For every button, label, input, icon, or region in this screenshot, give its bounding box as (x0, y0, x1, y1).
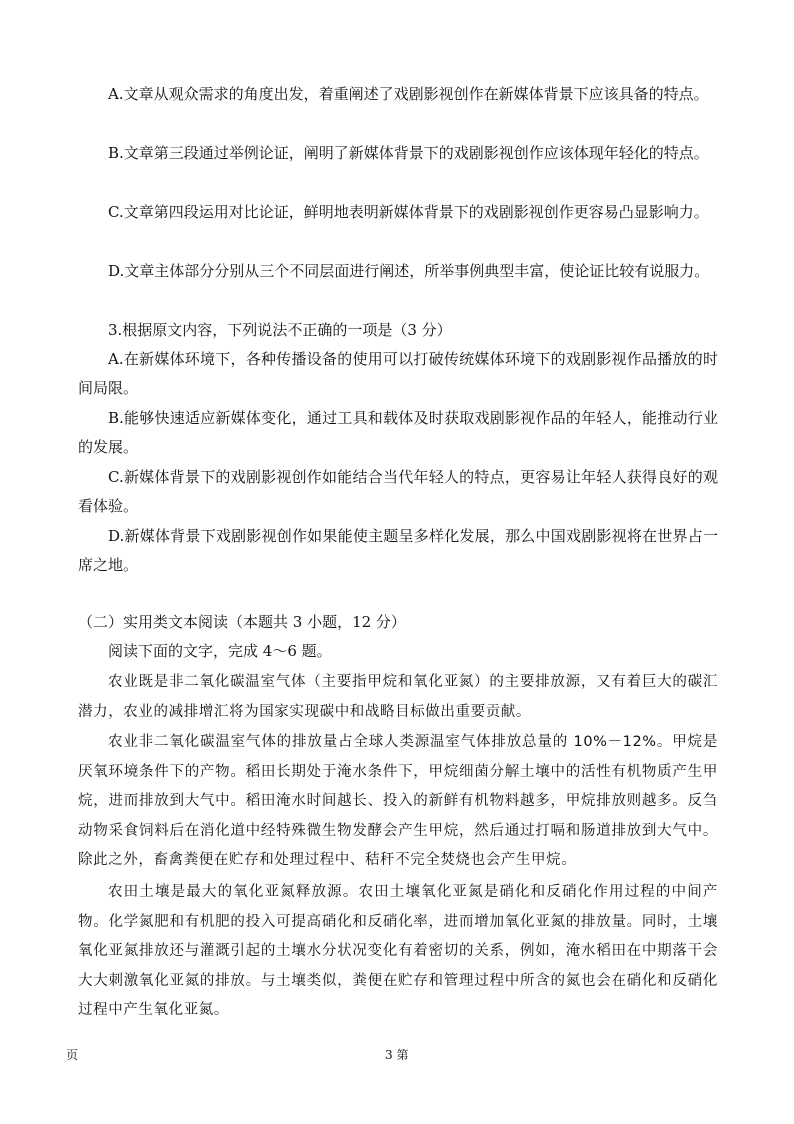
question-3-option-b: B.能够快速适应新媒体变化，通过工具和载体及时获取戏剧影视作品的年轻人，能推动行业的发展。 (78, 409, 718, 456)
question-3-stem: 3.根据原文内容，下列说法不正确的一项是（3 分） (108, 321, 452, 339)
question-3-option-a: A.在新媒体环境下，各种传播设备的使用可以打破传统媒体环境下的戏剧影视作品播放的时间局限。 (78, 350, 718, 397)
footer-page-number: 3 第 (385, 1048, 409, 1062)
footer-page-label: 页 (66, 1048, 79, 1062)
option-b-paragraph: B.文章第三段通过举例论证，阐明了新媒体背景下的戏剧影视创作应该体现年轻化的特点。 (108, 144, 709, 162)
option-a-paragraph: A.文章从观众需求的角度出发，着重阐述了戏剧影视创作在新媒体背景下应该具备的特点。 (108, 85, 709, 103)
option-c-paragraph: C.文章第四段运用对比论证，鲜明地表明新媒体背景下的戏剧影视创作更容易凸显影响力。 (108, 203, 709, 221)
section-instruction: 阅读下面的文字，完成 4～6 题。 (108, 642, 332, 660)
passage-paragraph-2: 农业非二氧化碳温室气体的排放量占全球人类源温室气体排放总量的 10%－12%。甲烷是厌氧环境条件下的产物。稻田长期处于淹水条件下，甲烷细菌分解土壤中的活性有机物质产生甲烷，进而排放到大气中。稻田淹水时间越长、投入的新鲜有机物料越多，甲烷排放则越多。反刍动物采食饲料后在消化道中经特殊微生物发酵会产生甲烷，然后通过打嗝和肠道排放到大气中。除此之外，畜禽粪便在贮存和处理过程中、秸秆不完全焚烧也会产生甲烷。 (78, 734, 718, 868)
question-3-option-c: C.新媒体背景下的戏剧影视创作如能结合当代年轻人的特点，更容易让年轻人获得良好的观看体验。 (78, 468, 718, 515)
section-heading: （二）实用类文本阅读（本题共 3 小题，12 分） (78, 613, 406, 631)
passage-paragraph-1: 农业既是非二氧化碳温室气体（主要指甲烷和氧化亚氮）的主要排放源，又有着巨大的碳汇潜力，农业的减排增汇将为国家实现碳中和战略目标做出重要贡献。 (78, 674, 718, 720)
question-3-option-d: D.新媒体背景下戏剧影视创作如果能使主题呈多样化发展，那么中国戏剧影视将在世界占一席之地。 (78, 527, 718, 574)
option-d-paragraph: D.文章主体部分分别从三个不同层面进行阐述，所举事例典型丰富，使论证比较有说服力。 (108, 262, 710, 280)
passage-paragraph-3: 农田土壤是最大的氧化亚氮释放源。农田土壤氧化亚氮是硝化和反硝化作用过程的中间产物。化学氮肥和有机肥的投入可提高硝化和反硝化率，进而增加氧化亚氮的排放量。同时，土壤氧化亚氮排放还与灌溉引起的土壤水分状况变化有着密切的关系，例如，淹水稻田在中期落干会大大刺激氧化亚氮的排放。与土壤类似，粪便在贮存和管理过程中所含的氮也会在硝化和反硝化过程中产生氧化亚氮。 (78, 884, 718, 1018)
